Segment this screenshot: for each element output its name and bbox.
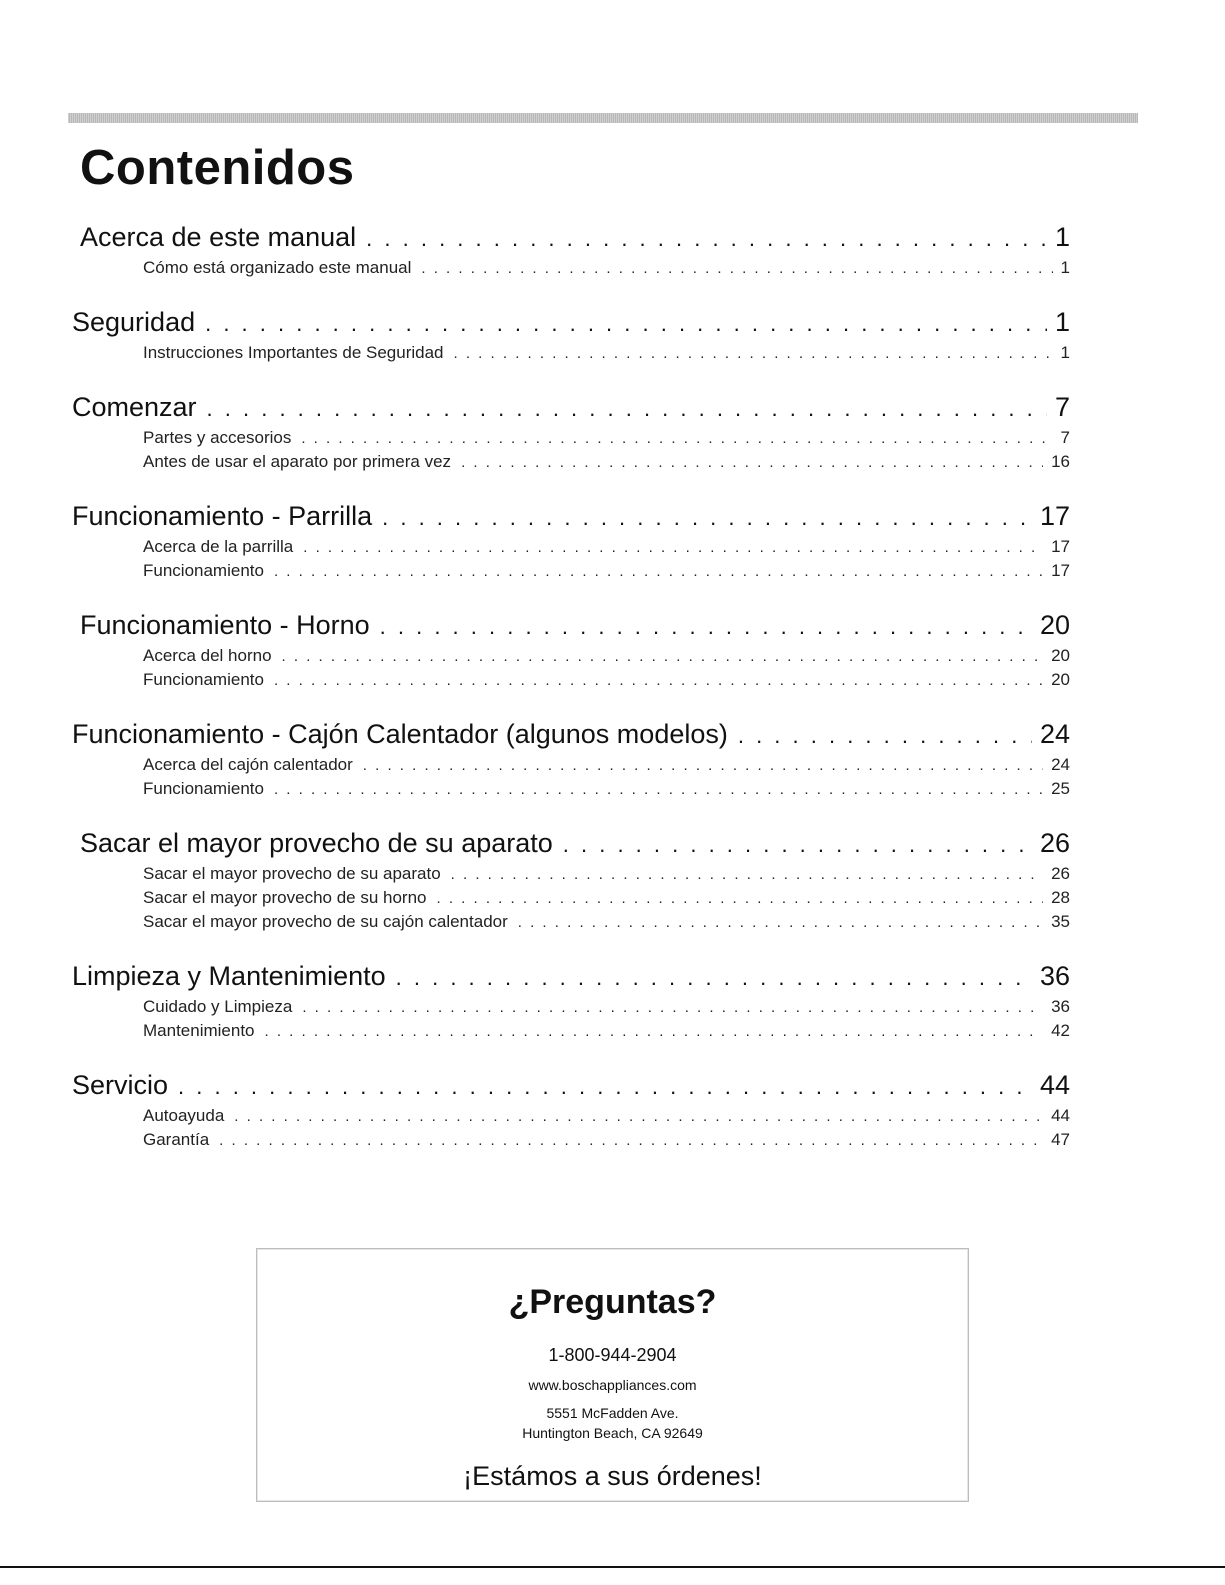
toc-leader-dots — [219, 1132, 1043, 1149]
toc-subsection-page: 20 — [1051, 646, 1070, 665]
toc-subsection-page: 44 — [1051, 1106, 1070, 1125]
toc-leader-dots — [274, 563, 1043, 580]
toc-subsection — [143, 561, 1070, 583]
toc-section-title: Sacar el mayor provecho de su aparato — [80, 828, 553, 858]
toc-leader-dots — [421, 260, 1052, 277]
contact-address-line2: Huntington Beach, CA 92649 — [522, 1425, 703, 1441]
toc-section — [72, 961, 1070, 995]
toc-subsection-page: 20 — [1051, 670, 1070, 689]
toc-leader-dots — [437, 890, 1044, 907]
toc-leader-dots — [282, 648, 1044, 665]
toc-section — [72, 1070, 1070, 1104]
toc-section-title: Limpieza y Mantenimiento — [72, 961, 386, 991]
toc-subsection-title: Partes y accesorios — [143, 428, 292, 447]
toc-section — [72, 307, 1070, 341]
toc-leader-dots — [363, 757, 1043, 774]
toc-subsection-title: Antes de usar el aparato por primera vez — [143, 452, 452, 471]
toc-section-title: Seguridad — [72, 307, 196, 337]
toc-subsection-title: Funcionamiento — [143, 779, 264, 798]
toc-section-page: 1 — [1054, 307, 1070, 337]
page-title: Contenidos — [80, 141, 355, 195]
toc-subsection-page: 1 — [1060, 343, 1070, 362]
toc-subsection-title: Acerca del cajón calentador — [143, 755, 353, 774]
toc-leader-dots — [301, 430, 1052, 447]
toc-leader-dots — [265, 1023, 1044, 1040]
contact-address-line1: 5551 McFadden Ave. — [546, 1405, 679, 1421]
toc-leader-dots — [303, 539, 1043, 556]
toc-subsection — [143, 452, 1070, 474]
toc-subsection-title: Acerca de la parrilla — [143, 537, 294, 556]
toc-section — [80, 222, 1070, 256]
toc-section-title: Comenzar — [72, 392, 197, 422]
toc-subsection-page: 16 — [1051, 452, 1070, 471]
toc-subsection-title: Autoayuda — [143, 1106, 225, 1125]
toc-section-page: 20 — [1039, 610, 1070, 640]
toc-leader-dots — [302, 999, 1043, 1016]
toc-section-title: Funcionamiento - Parrilla — [72, 501, 373, 531]
toc-leader-dots — [274, 672, 1043, 689]
toc-section-title: Funcionamiento - Horno — [80, 610, 370, 640]
toc-section — [72, 501, 1070, 535]
toc-subsection-page: 35 — [1051, 912, 1070, 931]
contact-footer: ¡Estámos a sus órdenes! — [463, 1461, 762, 1491]
toc-leader-dots — [366, 226, 1047, 252]
toc-section-title: Funcionamiento - Cajón Calentador (algunos modelos) — [72, 719, 728, 749]
toc-section-title: Acerca de este manual — [80, 222, 357, 252]
toc-subsection-page: 28 — [1051, 888, 1070, 907]
toc-subsection-title: Funcionamiento — [143, 670, 264, 689]
toc-leader-dots — [518, 914, 1043, 931]
toc-subsection-title: Acerca del horno — [143, 646, 272, 665]
toc-leader-dots — [207, 396, 1047, 422]
contact-website: www.boschappliances.com — [528, 1377, 697, 1393]
toc-subsection-page: 42 — [1051, 1021, 1070, 1040]
toc-subsection-title: Cómo está organizado este manual — [143, 258, 412, 277]
toc-subsection — [143, 343, 1070, 365]
toc-subsection — [143, 912, 1070, 934]
toc-section-page: 1 — [1054, 222, 1070, 252]
toc-leader-dots — [454, 345, 1053, 362]
toc-subsection-title: Sacar el mayor provecho de su cajón calentador — [143, 912, 508, 931]
toc-subsection-page: 1 — [1060, 258, 1070, 277]
toc-subsection — [143, 428, 1070, 450]
toc-leader-dots — [380, 614, 1032, 640]
toc-subsection-title: Mantenimiento — [143, 1021, 255, 1040]
toc-leader-dots — [738, 723, 1032, 749]
toc-subsection-title: Instrucciones Importantes de Seguridad — [143, 343, 444, 362]
toc-subsection — [143, 1106, 1070, 1128]
toc-leader-dots — [563, 832, 1032, 858]
contact-phone: 1-800-944-2904 — [548, 1345, 677, 1365]
toc-leader-dots — [274, 781, 1043, 798]
toc-leader-dots — [178, 1074, 1032, 1100]
toc-section-title: Servicio — [72, 1070, 169, 1100]
toc-subsection-title: Garantía — [143, 1130, 210, 1149]
toc-section — [80, 610, 1070, 644]
toc-section-page: 7 — [1054, 392, 1070, 422]
toc-subsection-page: 7 — [1060, 428, 1070, 447]
toc-section-page: 26 — [1039, 828, 1070, 858]
toc-leader-dots — [396, 965, 1032, 991]
toc-subsection-page: 25 — [1051, 779, 1070, 798]
toc-subsection-title: Cuidado y Limpieza — [143, 997, 293, 1016]
toc-section-page: 44 — [1039, 1070, 1070, 1100]
toc-subsection — [143, 1021, 1070, 1043]
toc-section — [72, 392, 1070, 426]
toc-leader-dots — [382, 505, 1032, 531]
toc-leader-dots — [234, 1108, 1043, 1125]
toc-subsection — [143, 779, 1070, 801]
toc-subsection — [143, 258, 1070, 280]
header-rule — [68, 113, 1138, 123]
toc-subsection — [143, 646, 1070, 668]
toc-subsection-page: 24 — [1051, 755, 1070, 774]
toc-subsection — [143, 997, 1070, 1019]
toc-subsection-page: 17 — [1051, 561, 1070, 580]
toc-subsection-title: Sacar el mayor provecho de su horno — [143, 888, 427, 907]
toc-subsection-page: 36 — [1051, 997, 1070, 1016]
toc-leader-dots — [451, 866, 1043, 883]
toc-subsection — [143, 755, 1070, 777]
toc-leader-dots — [205, 311, 1047, 337]
toc-subsection — [143, 1130, 1070, 1152]
toc-subsection — [143, 537, 1070, 559]
toc-section-page: 24 — [1039, 719, 1070, 749]
toc-section-page: 36 — [1039, 961, 1070, 991]
toc-leader-dots — [461, 454, 1043, 471]
toc-subsection-title: Sacar el mayor provecho de su aparato — [143, 864, 441, 883]
toc-subsection — [143, 888, 1070, 910]
toc-subsection-page: 47 — [1051, 1130, 1070, 1149]
contact-box — [256, 1248, 969, 1502]
contact-title: ¿Preguntas? — [508, 1283, 717, 1321]
toc-subsection-title: Funcionamiento — [143, 561, 264, 580]
toc-subsection — [143, 670, 1070, 692]
toc-subsection-page: 26 — [1051, 864, 1070, 883]
toc-section — [80, 828, 1070, 862]
footer-rule — [0, 1566, 1225, 1568]
toc-section-page: 17 — [1039, 501, 1070, 531]
toc-section — [72, 719, 1070, 753]
toc-subsection-page: 17 — [1051, 537, 1070, 556]
toc-subsection — [143, 864, 1070, 886]
